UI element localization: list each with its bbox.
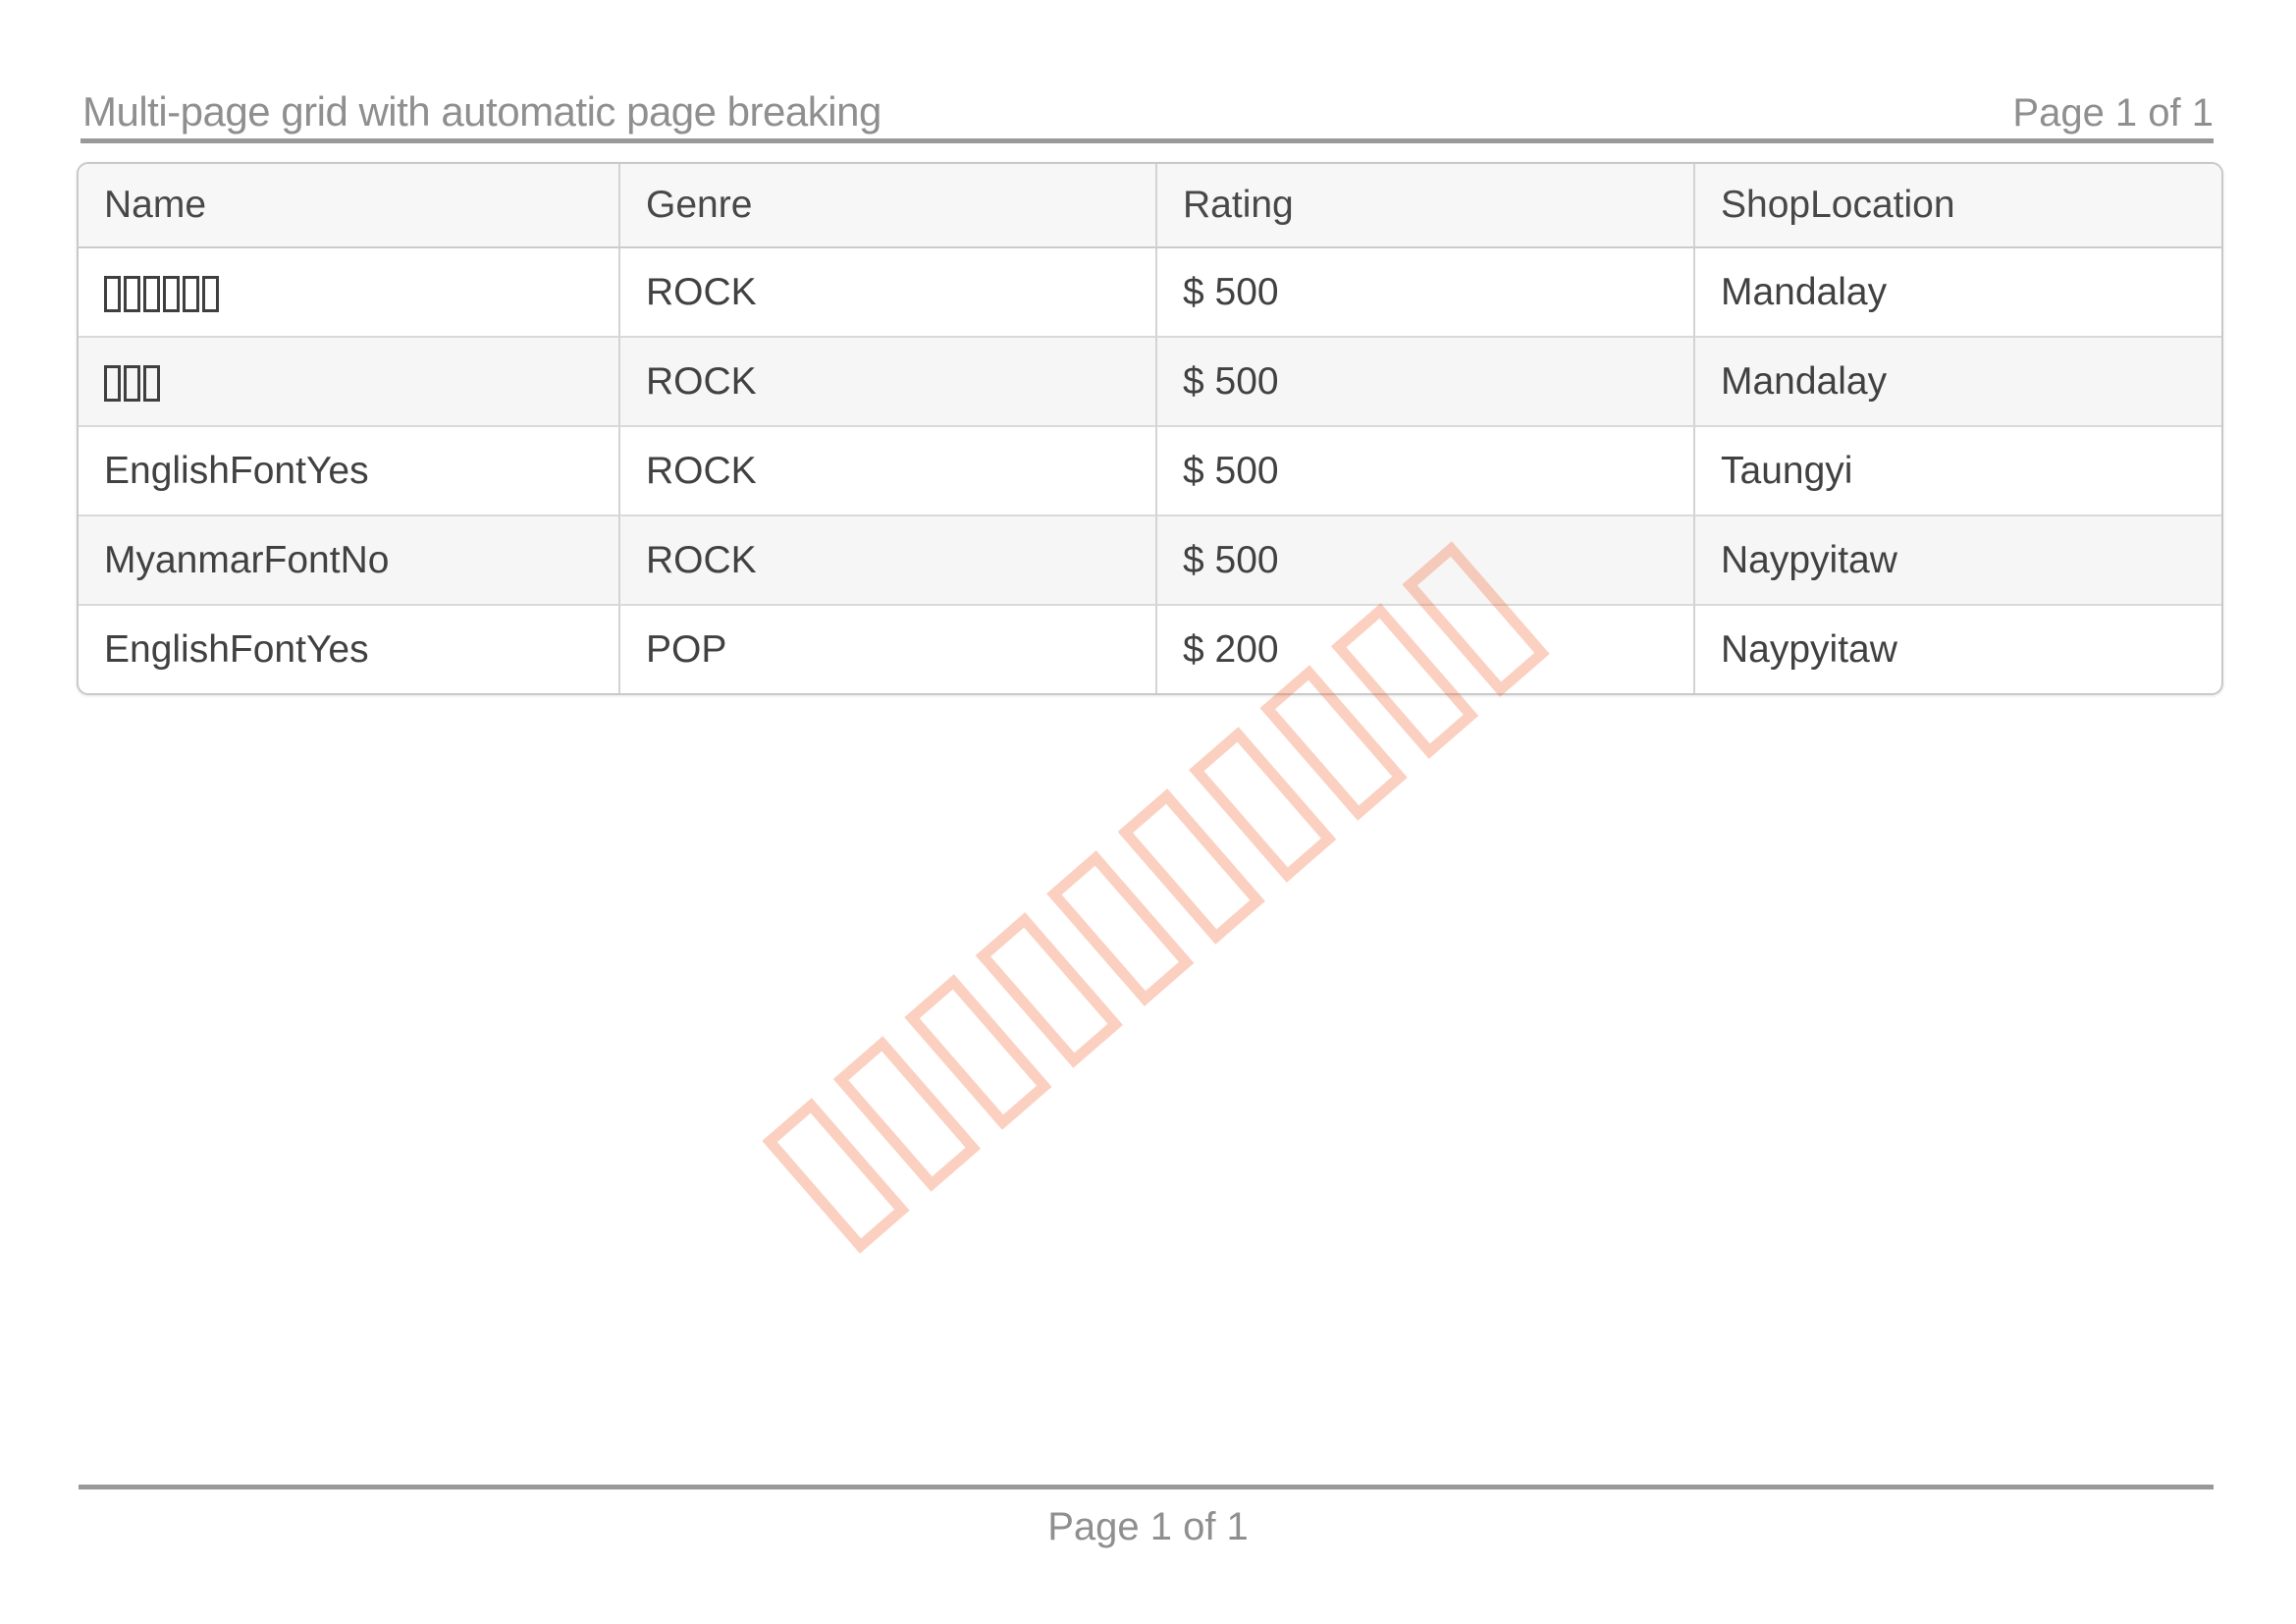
watermark-glyph: [904, 974, 1051, 1130]
missing-glyph-box: [104, 276, 121, 312]
rating-cell: $ 500: [1155, 514, 1693, 604]
shop-location-cell: Mandalay: [1693, 248, 2221, 336]
watermark-glyph: [976, 912, 1123, 1068]
watermark-glyph: [1046, 850, 1194, 1006]
watermark-glyph: [1118, 788, 1265, 945]
missing-glyph-box: [124, 276, 140, 312]
missing-glyph-box: [183, 276, 199, 312]
name-cell: EnglishFontYes: [79, 425, 618, 514]
name-cell: [79, 248, 618, 336]
watermark-glyph: [1189, 727, 1336, 883]
header-rule: [80, 138, 2214, 143]
genre-cell: POP: [618, 604, 1155, 693]
rating-cell: $ 500: [1155, 425, 1693, 514]
column-header-shoplocation: ShopLocation: [1693, 164, 2221, 248]
grid-header-row: [79, 164, 2221, 248]
genre-cell: ROCK: [618, 514, 1155, 604]
shop-location-cell: Mandalay: [1693, 336, 2221, 425]
genre-cell: ROCK: [618, 248, 1155, 336]
table-row: [79, 248, 2221, 336]
missing-glyph-box: [163, 276, 180, 312]
table-row: [79, 425, 2221, 514]
shop-location-cell: Taungyi: [1693, 425, 2221, 514]
rating-cell: $ 500: [1155, 248, 1693, 336]
column-header-rating: Rating: [1155, 164, 1693, 248]
shop-location-cell: Naypyitaw: [1693, 604, 2221, 693]
genre-cell: ROCK: [618, 336, 1155, 425]
missing-glyph-box: [124, 365, 140, 402]
table-row: [79, 514, 2221, 604]
column-header-name: Name: [79, 164, 618, 248]
name-cell: EnglishFontYes: [79, 604, 618, 693]
missing-glyph-box: [104, 365, 121, 402]
watermark-glyph: [833, 1036, 981, 1192]
data-grid: [77, 162, 2223, 695]
table-row: [79, 336, 2221, 425]
missing-glyph-box: [143, 365, 160, 402]
genre-cell: ROCK: [618, 425, 1155, 514]
header-page-indicator: Page 1 of 1: [2012, 91, 2214, 135]
data-grid-table: [79, 164, 2221, 693]
rating-cell: $ 200: [1155, 604, 1693, 693]
table-row: [79, 604, 2221, 693]
name-cell: MyanmarFontNo: [79, 514, 618, 604]
missing-glyph-box: [143, 276, 160, 312]
watermark-glyph: [762, 1098, 909, 1254]
column-header-genre: Genre: [618, 164, 1155, 248]
shop-location-cell: Naypyitaw: [1693, 514, 2221, 604]
name-cell: [79, 336, 618, 425]
missing-glyph-box: [202, 276, 219, 312]
footer-page-indicator: Page 1 of 1: [1047, 1505, 1249, 1548]
page-title: Multi-page grid with automatic page breaking: [82, 88, 881, 135]
footer-rule: [79, 1485, 2214, 1489]
rating-cell: $ 500: [1155, 336, 1693, 425]
